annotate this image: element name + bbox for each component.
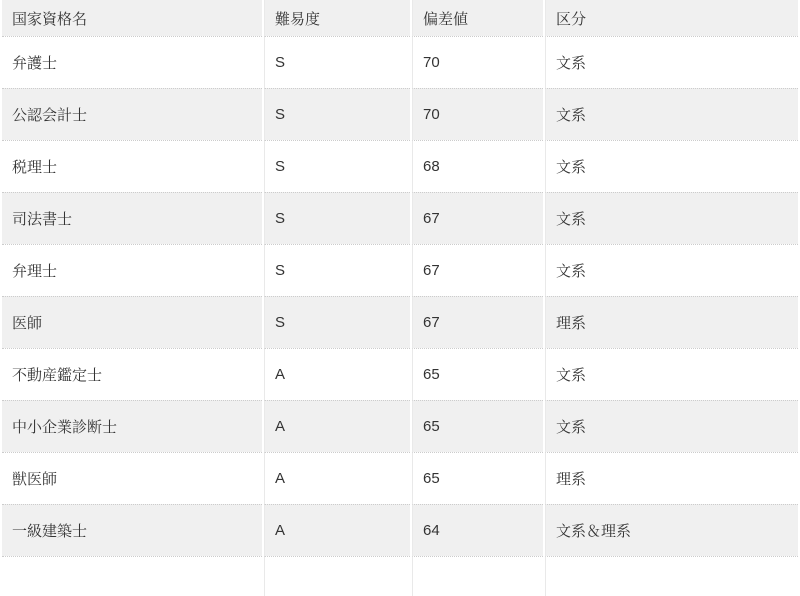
cell-deviation-value: 67 — [412, 192, 543, 244]
cell-category: 文系 — [545, 244, 798, 296]
table-row — [2, 192, 798, 244]
cell-deviation-value: 65 — [412, 400, 543, 452]
table-row — [2, 452, 798, 504]
cell-deviation-value: 70 — [412, 88, 543, 140]
cell-category — [545, 556, 798, 596]
cell-difficulty: S — [264, 140, 410, 192]
cell-difficulty: S — [264, 192, 410, 244]
table-row — [2, 504, 798, 556]
cell-difficulty: S — [264, 244, 410, 296]
cell-category: 文系＆理系 — [545, 504, 798, 556]
cell-difficulty — [264, 556, 410, 596]
cell-deviation-value: 65 — [412, 452, 543, 504]
cell-qualification-name: 弁護士 — [2, 36, 262, 88]
cell-qualification-name: 中小企業診断士 — [2, 400, 262, 452]
cell-qualification-name: 医師 — [2, 296, 262, 348]
cell-difficulty: A — [264, 348, 410, 400]
column-header-category: 区分 — [545, 0, 798, 36]
cell-deviation-value — [412, 556, 543, 596]
cell-deviation-value: 67 — [412, 296, 543, 348]
cell-deviation-value: 70 — [412, 36, 543, 88]
header-row — [2, 0, 798, 36]
cell-qualification-name: 税理士 — [2, 140, 262, 192]
cell-deviation-value: 67 — [412, 244, 543, 296]
cell-category: 文系 — [545, 348, 798, 400]
cell-deviation-value: 65 — [412, 348, 543, 400]
cell-difficulty: S — [264, 296, 410, 348]
cell-category: 文系 — [545, 88, 798, 140]
cell-deviation-value: 64 — [412, 504, 543, 556]
cell-difficulty: A — [264, 452, 410, 504]
table-row — [2, 140, 798, 192]
table-row — [2, 36, 798, 88]
cell-qualification-name: 公認会計士 — [2, 88, 262, 140]
cell-difficulty: A — [264, 504, 410, 556]
cell-difficulty: A — [264, 400, 410, 452]
table-row — [2, 296, 798, 348]
table-header — [2, 0, 798, 36]
table-row — [2, 244, 798, 296]
table-row — [2, 88, 798, 140]
cell-qualification-name — [2, 556, 262, 596]
cell-qualification-name: 不動産鑑定士 — [2, 348, 262, 400]
cell-qualification-name: 一級建築士 — [2, 504, 262, 556]
cell-qualification-name: 弁理士 — [2, 244, 262, 296]
table-row — [2, 400, 798, 452]
cell-category: 理系 — [545, 452, 798, 504]
cell-category: 文系 — [545, 140, 798, 192]
column-header-qualification-name: 国家資格名 — [2, 0, 262, 36]
cell-category: 文系 — [545, 192, 798, 244]
table-body — [2, 36, 798, 596]
cell-qualification-name: 獣医師 — [2, 452, 262, 504]
cell-category: 文系 — [545, 36, 798, 88]
cell-difficulty: S — [264, 88, 410, 140]
column-header-deviation-value: 偏差値 — [412, 0, 543, 36]
cell-category: 理系 — [545, 296, 798, 348]
column-header-difficulty: 難易度 — [264, 0, 410, 36]
table-row-partial — [2, 556, 798, 596]
cell-difficulty: S — [264, 36, 410, 88]
cell-deviation-value: 68 — [412, 140, 543, 192]
table-row — [2, 348, 798, 400]
cell-qualification-name: 司法書士 — [2, 192, 262, 244]
cell-category: 文系 — [545, 400, 798, 452]
